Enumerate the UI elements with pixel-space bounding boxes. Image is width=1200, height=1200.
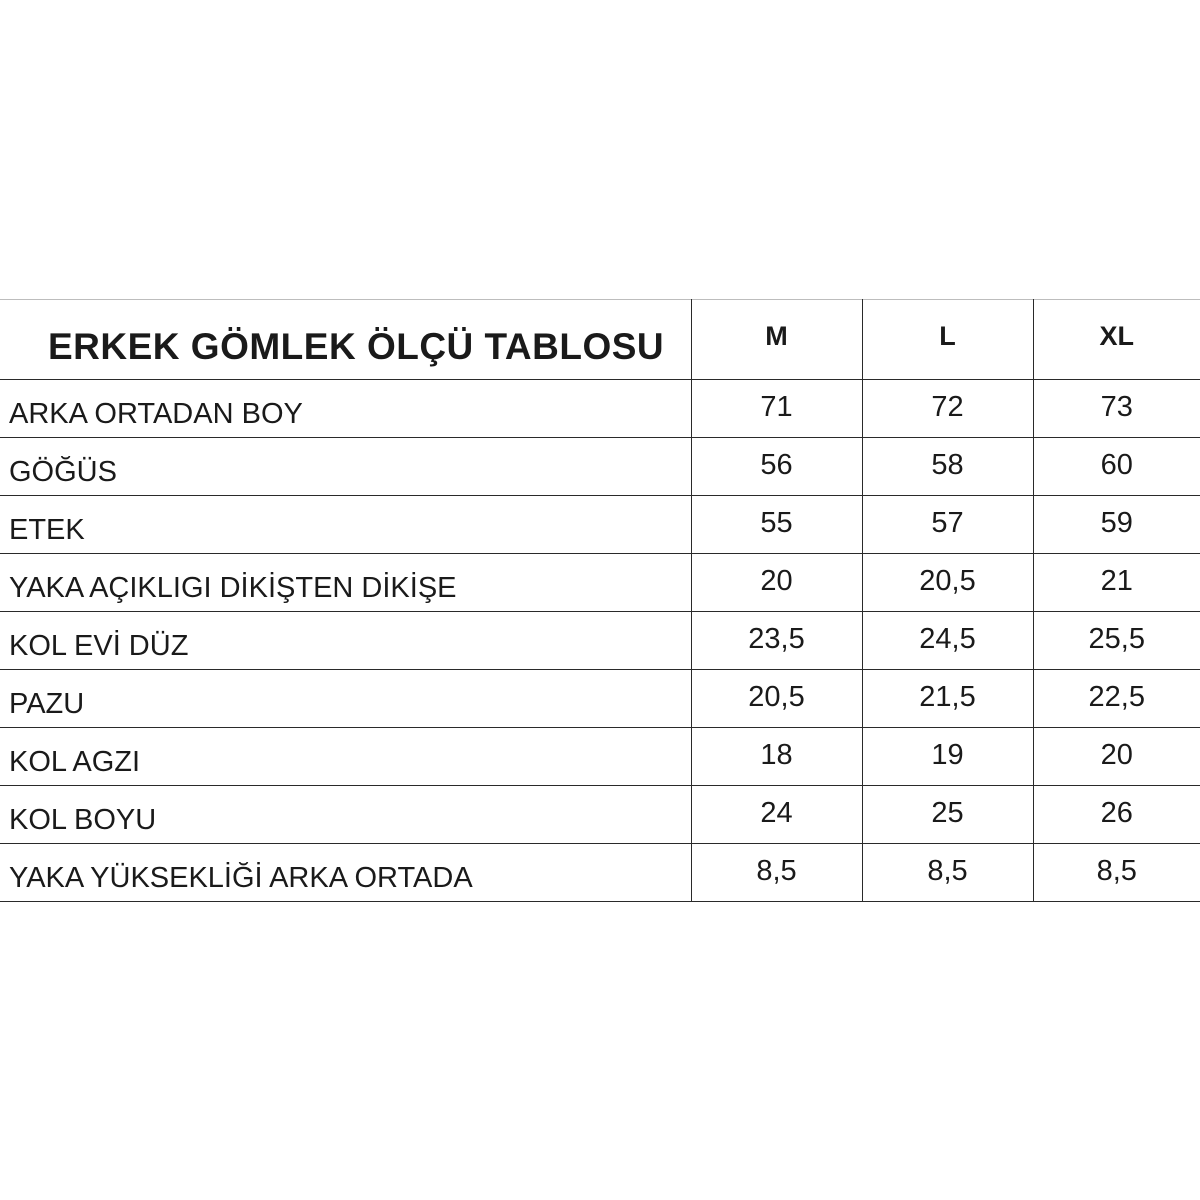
value-m: 20 — [691, 554, 862, 612]
value-m: 20,5 — [691, 670, 862, 728]
table-row — [0, 728, 1200, 786]
value-l: 58 — [862, 438, 1033, 496]
table-row — [0, 438, 1200, 496]
row-label: YAKA YÜKSEKLİĞİ ARKA ORTADA — [0, 844, 691, 902]
value-xl: 21 — [1033, 554, 1200, 612]
value-xl: 25,5 — [1033, 612, 1200, 670]
row-label: ARKA ORTADAN BOY — [0, 380, 691, 438]
size-header-m: M — [691, 300, 862, 380]
size-header-l: L — [862, 300, 1033, 380]
table-row — [0, 612, 1200, 670]
size-chart-table — [0, 299, 1200, 902]
value-l: 20,5 — [862, 554, 1033, 612]
value-xl: 20 — [1033, 728, 1200, 786]
value-l: 21,5 — [862, 670, 1033, 728]
value-l: 72 — [862, 380, 1033, 438]
value-m: 56 — [691, 438, 862, 496]
row-label: GÖĞÜS — [0, 438, 691, 496]
value-l: 8,5 — [862, 844, 1033, 902]
table-header-row — [0, 300, 1200, 380]
row-label: KOL EVİ DÜZ — [0, 612, 691, 670]
value-m: 55 — [691, 496, 862, 554]
value-xl: 59 — [1033, 496, 1200, 554]
table-row — [0, 380, 1200, 438]
value-xl: 8,5 — [1033, 844, 1200, 902]
table-row — [0, 554, 1200, 612]
value-xl: 26 — [1033, 786, 1200, 844]
value-m: 23,5 — [691, 612, 862, 670]
value-m: 24 — [691, 786, 862, 844]
table-row — [0, 496, 1200, 554]
size-header-xl: XL — [1033, 300, 1200, 380]
value-m: 8,5 — [691, 844, 862, 902]
table-row — [0, 786, 1200, 844]
table-row — [0, 670, 1200, 728]
value-xl: 73 — [1033, 380, 1200, 438]
value-l: 19 — [862, 728, 1033, 786]
row-label: KOL BOYU — [0, 786, 691, 844]
row-label: ETEK — [0, 496, 691, 554]
table-row — [0, 844, 1200, 902]
value-m: 71 — [691, 380, 862, 438]
row-label: YAKA AÇIKLIGI DİKİŞTEN DİKİŞE — [0, 554, 691, 612]
value-l: 24,5 — [862, 612, 1033, 670]
value-m: 18 — [691, 728, 862, 786]
value-l: 25 — [862, 786, 1033, 844]
row-label: KOL AGZI — [0, 728, 691, 786]
row-label: PAZU — [0, 670, 691, 728]
value-xl: 60 — [1033, 438, 1200, 496]
value-l: 57 — [862, 496, 1033, 554]
value-xl: 22,5 — [1033, 670, 1200, 728]
table-title: ERKEK GÖMLEK ÖLÇÜ TABLOSU — [0, 300, 691, 380]
